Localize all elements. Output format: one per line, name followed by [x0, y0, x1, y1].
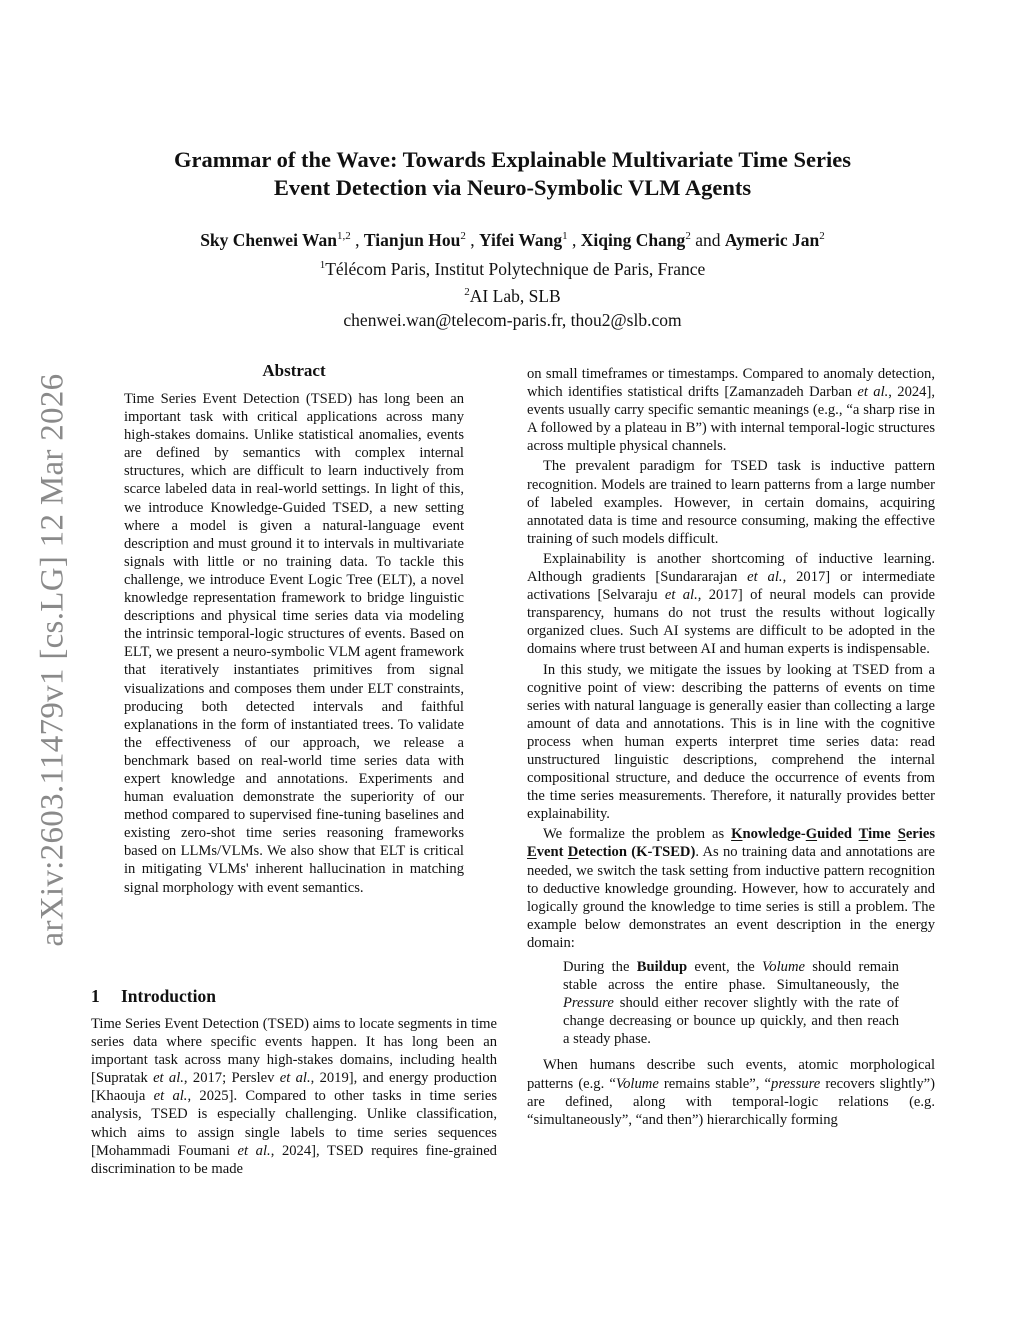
- author-sep: and: [690, 229, 725, 250]
- right-paragraph-6: When humans describe such events, atomic morphological patterns (e.g. “Volume remains stable”, “pressure recovers slightly”) are defined, along with temporal-logic relations (e.g. “simultaneously”, “and then”) hierarchically forming: [527, 1057, 935, 1128]
- section-number: 1: [91, 986, 100, 1006]
- intro-right-column: [527, 365, 935, 1129]
- author-name: Aymeric Jan: [724, 229, 820, 250]
- author-affil-mark: 2: [460, 230, 466, 242]
- author-name: Sky Chenwei Wan: [200, 229, 338, 250]
- right-paragraph-5: We formalize the problem as Knowledge-Guided Time Series Event Detection (K-TSED). As no training data and annotations are needed, we switch the task setting from inductive pattern recognition to deductive knowledge grounding. However, how to accurately and logically ground the knowledge to time series is still a problem. The example below demonstrates an event description in the energy domain:: [527, 826, 935, 951]
- title-line-2: Event Detection via Neuro-Symbolic VLM Agents: [273, 175, 752, 200]
- author-affil-mark: 1,2: [337, 230, 351, 242]
- affiliation-2: $^2$AI Lab, SLB: [464, 286, 561, 307]
- section-title: Introduction: [121, 986, 216, 1006]
- author-name: Yifei Wang: [478, 229, 563, 250]
- section-heading-introduction: [91, 986, 216, 1007]
- event-description-quote: During the Buildup event, the Volume should remain stable across the entire phase. Simultaneously, the Pressure should either recover slightly with the rate of change decreasing or bounce up quickly, and then reach a steady phase.: [563, 959, 899, 1048]
- affiliation-1: $^1$Télécom Paris, Institut Polytechnique de Paris, France: [319, 258, 706, 279]
- abstract-body: [124, 390, 464, 897]
- intro-paragraph-1: Time Series Event Detection (TSED) aims to locate segments in time series data where specific events happen. It has long been an important task across many high-stakes domains, including health [Supratak et al., 2017; Perslev et al., 2019], and energy production [Khaouja et al., 2025]. Compared to other tasks in time series analysis, TSED is especially challenging. Unlike classification, which aims to assign single labels to time series sequences [Mohammadi Foumani et al., 2024], TSED requires fine-grained discrimination to be made: [91, 1016, 498, 1177]
- abstract-heading: Abstract: [262, 361, 326, 380]
- title-line-1: Grammar of the Wave: Towards Explainable Multivariate Time Series: [173, 147, 852, 172]
- arxiv-id-text: arXiv:2603.11479v1 [cs.LG] 12 Mar 2026: [34, 373, 71, 947]
- right-paragraph-3: Explainability is another shortcoming of inductive learning. Although gradients [Sundararajan et al., 2017] or intermediate activations [Selvaraju et al., 2017] of neural models can provide transparency, humans do not trust the results without logically organized clues. Such AI systems are difficult to be adopted in the domains where trust between AI and human experts is indispensable.: [527, 550, 936, 658]
- author-sep: ,: [567, 229, 581, 250]
- paper-title: [90, 146, 935, 202]
- author-affil-mark: 1: [562, 230, 568, 242]
- right-paragraph-4: In this study, we mitigate the issues by looking at TSED from a cognitive point of view: describing the patterns of events on time series with natural language is generally easier than collecting a large amount of data and annotations. This is in line with the cognitive process when human experts interpret time series data: read unstructured linguistic descriptions, comprehend the internal compositional structure, and deduce the occurrence of events from the time series measurements. Therefore, it naturally provides better explainability.: [527, 661, 935, 823]
- abstract-paragraph: Time Series Event Detection (TSED) has long been an important task with critical applications across many high-stakes domains. Unlike statistical anomalies, events are defined by semantics with complex internal structures, which are difficult to learn inductively from scarce labeled data in real-world settings. In light of this, we introduce Knowledge-Guided TSED, a new setting where a model is given a natural-language event description and must ground it to intervals in multivariate signals with little or no training data. To tackle this challenge, we introduce Event Logic Tree (ELT), a novel knowledge representation framework to bridge linguistic descriptions and physical time series data via modeling the intrinsic temporal-logic structures of events. Based on ELT, we present a neuro-symbolic VLM agent framework that iteratively instantiates primitives from signal visualizations and composes them under ELT constraints, producing both detected intervals and faithful explanations in the form of instantiated trees. To validate the effectiveness of our approach, we release a benchmark based on real-world time series data with expert knowledge and annotations. Experiments and human evaluation demonstrate the superiority of our method compared to supervised fine-tuning baselines and existing zero-shot time series reasoning frameworks based on LLMs/VLMs. We also show that ELT is critical in mitigating VLMs' inherent hallucination in matching signal morphology with event semantics.: [124, 391, 464, 896]
- author-affil-mark: 2: [819, 230, 825, 242]
- author-emails: chenwei.wan@telecom-paris.fr, thou2@slb.com: [343, 309, 682, 330]
- author-name: Xiqing Chang: [580, 229, 686, 250]
- right-paragraph-1: on small timeframes or timestamps. Compared to anomaly detection, which identifies statistical drifts [Zamanzadeh Darban et al., 2024], events usually carry specific semantic meanings (e.g., “a sharp rise in A followed by a plateau in B”) with internal temporal-logic structures across multiple physical channels.: [527, 366, 935, 455]
- author-sep: ,: [350, 229, 364, 250]
- author-affil-mark: 2: [685, 230, 691, 242]
- author-sep: ,: [465, 229, 479, 250]
- author-list: [90, 224, 935, 252]
- right-paragraph-2: The prevalent paradigm for TSED task is inductive pattern recognition. Models are trained to learn patterns from a large number of labeled examples. However, in certain domains, acquiring annotated data is time and resource consuming, making the effective training of such models difficult.: [527, 458, 935, 547]
- author-name: Tianjun Hou: [363, 229, 461, 250]
- affiliations: [90, 254, 935, 332]
- intro-left-column: [91, 1015, 497, 1178]
